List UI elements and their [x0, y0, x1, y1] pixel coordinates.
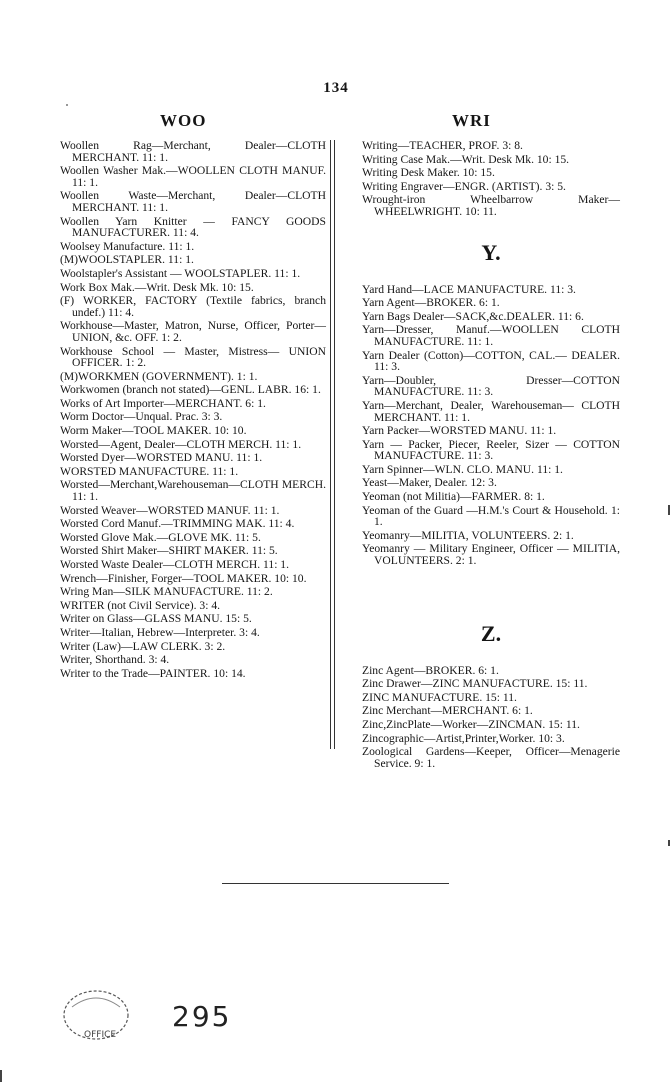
index-entry: WORSTED MANUFACTURE. 11: 1.	[60, 464, 239, 478]
footer-rule	[222, 883, 449, 884]
section-letter-y: Y.	[481, 239, 501, 265]
index-entry: (F) WORKER, FACTORY (Textile fabrics, branch undef.) 11: 4.	[60, 294, 326, 319]
index-entry: Writer, Shorthand. 3: 4.	[60, 653, 170, 667]
index-entry: Wring Man—SILK MANUFACTURE. 11: 2.	[60, 585, 273, 599]
index-entry: Yeast—Maker, Dealer. 12: 3.	[362, 476, 497, 490]
index-entry: Workhouse—Master, Matron, Nurse, Officer, Porter—UNION, &c. OFF. 1: 2.	[60, 319, 326, 344]
margin-mark	[668, 840, 670, 846]
index-entry: Zoological Gardens—Keeper, Officer—Menagerie Service. 9: 1.	[362, 745, 620, 770]
index-entry: Worsted—Merchant,Warehouseman—CLOTH MERCH. 11: 1.	[60, 478, 326, 504]
index-entry: Wrought-iron Wheelbarrow Maker—WHEELWRIGHT. 10: 11.	[362, 193, 620, 218]
index-entry: Zinc Agent—BROKER. 6: 1.	[362, 663, 499, 677]
index-entry: Yarn — Packer, Piecer, Reeler, Sizer — COTTON MANUFACTURE. 11: 3.	[362, 437, 620, 463]
speck-mark	[66, 104, 68, 106]
index-entry: (M)WORKMEN (GOVERNMENT). 1: 1.	[60, 369, 258, 383]
index-entry: Workhouse School — Master, Mistress— UNION OFFICER. 1: 2.	[60, 344, 326, 370]
handwritten-number: 295	[172, 1000, 232, 1033]
index-entry: Writing Desk Maker. 10: 15.	[362, 166, 495, 180]
index-entry: Yeoman (not Militia)—FARMER. 8: 1.	[362, 490, 545, 504]
index-entry: Zinc Drawer—ZINC MANUFACTURE. 15: 11.	[362, 677, 588, 691]
index-entry: Yarn Agent—BROKER. 6: 1.	[362, 296, 500, 310]
index-entry: Woollen Yarn Knitter — FANCY GOODS MANUFACTURER. 11: 4.	[60, 214, 326, 240]
index-entry: Woollen Waste—Merchant, Dealer—CLOTH MERCHANT. 11: 1.	[60, 189, 326, 214]
page-number: 134	[323, 80, 349, 96]
index-entry: Workwomen (branch not stated)—GENL. LABR. 16: 1.	[60, 383, 321, 397]
index-entry: Woolsey Manufacture. 11: 1.	[60, 239, 195, 253]
index-entry: WRITER (not Civil Service). 3: 4.	[60, 598, 221, 612]
index-entry: Worm Maker—TOOL MAKER. 10: 10.	[60, 424, 247, 438]
index-entry: ZINC MANUFACTURE. 15: 11.	[362, 690, 517, 704]
index-entry: Yarn Spinner—WLN. CLO. MANU. 11: 1.	[362, 462, 563, 476]
margin-mark	[668, 505, 670, 515]
margin-mark	[0, 1070, 2, 1082]
index-entry: Woolstapler's Assistant — WOOLSTAPLER. 11: 1.	[60, 266, 301, 280]
index-entry: Worsted Shirt Maker—SHIRT MAKER. 11: 5.	[60, 544, 278, 558]
index-entry: Writing Engraver—ENGR. (ARTIST). 3: 5.	[362, 179, 566, 193]
right-column-heading: WRI	[452, 111, 491, 130]
section-z-entries	[362, 665, 620, 770]
index-entry: Writer (Law)—LAW CLERK. 3: 2.	[60, 639, 226, 653]
right-column	[362, 140, 620, 769]
index-entry: Zincographic—Artist,Printer,Worker. 10: 3.	[362, 731, 565, 745]
index-entry: Writer on Glass—GLASS MANU. 15: 5.	[60, 612, 252, 626]
index-entry: Wrench—Finisher, Forger—TOOL MAKER. 10: 10.	[60, 571, 307, 585]
index-entry: Yarn Bags Dealer—SACK,&c.DEALER. 11: 6.	[362, 309, 584, 323]
index-entry: Yeoman of the Guard —H.M.'s Court & Household. 1: 1.	[362, 503, 620, 529]
index-entry: Works of Art Importer—MERCHANT. 6: 1.	[60, 396, 266, 410]
index-entry: Worsted Weaver—WORSTED MANUF. 11: 1.	[60, 503, 280, 517]
section-y-entries	[362, 284, 620, 567]
left-column-heading: WOO	[160, 111, 207, 130]
index-entry: Worsted Waste Dealer—CLOTH MERCH. 11: 1.	[60, 558, 290, 571]
index-entry: Worsted—Agent, Dealer—CLOTH MERCH. 11: 1.	[60, 437, 302, 451]
index-entry: Yarn—Doubler, Dresser—COTTON MANUFACTURE. 11: 3.	[362, 373, 620, 399]
index-entry: Writer to the Trade—PAINTER. 10: 14.	[60, 666, 246, 680]
index-entry: Worsted Cord Manuf.—TRIMMING MAK. 11: 4.	[60, 517, 295, 531]
left-column	[60, 140, 326, 679]
index-entry: Yeomanry — Military Engineer, Officer — MILITIA, VOLUNTEERS. 2: 1.	[362, 542, 620, 568]
stamp-text: OFFICE	[84, 1030, 117, 1040]
index-entry: Worm Doctor—Unqual. Prac. 3: 3.	[60, 410, 223, 424]
right-entries-top	[362, 140, 620, 218]
index-entry: Woollen Washer Mak.—WOOLLEN CLOTH MANUF. 11: 1.	[60, 164, 326, 189]
index-entry: Yarn—Merchant, Dealer, Warehouseman— CLOTH MERCHANT. 11: 1.	[362, 398, 620, 424]
index-entry: Writing Case Mak.—Writ. Desk Mk. 10: 15.	[362, 152, 570, 166]
index-entry: Yeomanry—MILITIA, VOLUNTEERS. 2: 1.	[362, 528, 574, 542]
index-entry: Writer—Italian, Hebrew—Interpreter. 3: 4.	[60, 625, 260, 639]
index-entry: Yarn Dealer (Cotton)—COTTON, CAL.— DEALER. 11: 3.	[362, 348, 620, 374]
index-entry: Yard Hand—LACE MANUFACTURE. 11: 3.	[362, 282, 576, 296]
index-entry: Zinc Merchant—MERCHANT. 6: 1.	[362, 704, 533, 718]
index-entry: Zinc,ZincPlate—Worker—ZINCMAN. 15: 11.	[362, 718, 580, 731]
index-entry: Writing—TEACHER, PROF. 3: 8.	[362, 139, 523, 152]
index-entry: Yarn Packer—WORSTED MANU. 11: 1.	[362, 424, 557, 438]
column-divider	[330, 140, 335, 749]
index-entry: Yarn—Dresser, Manuf.—WOOLLEN CLOTH MANUFACTURE. 11: 1.	[362, 323, 620, 348]
index-entry: Worsted Dyer—WORSTED MANU. 11: 1.	[60, 451, 263, 465]
index-entry: (M)WOOLSTAPLER. 11: 1.	[60, 253, 194, 267]
library-stamp	[54, 985, 134, 1054]
index-entry: Worsted Glove Mak.—GLOVE MK. 11: 5.	[60, 530, 261, 544]
index-entry: Woollen Rag—Merchant, Dealer—CLOTH MERCHANT. 11: 1.	[60, 139, 326, 164]
section-letter-z: Z.	[480, 620, 502, 646]
index-entry: Work Box Mak.—Writ. Desk Mk. 10: 15.	[60, 280, 254, 294]
